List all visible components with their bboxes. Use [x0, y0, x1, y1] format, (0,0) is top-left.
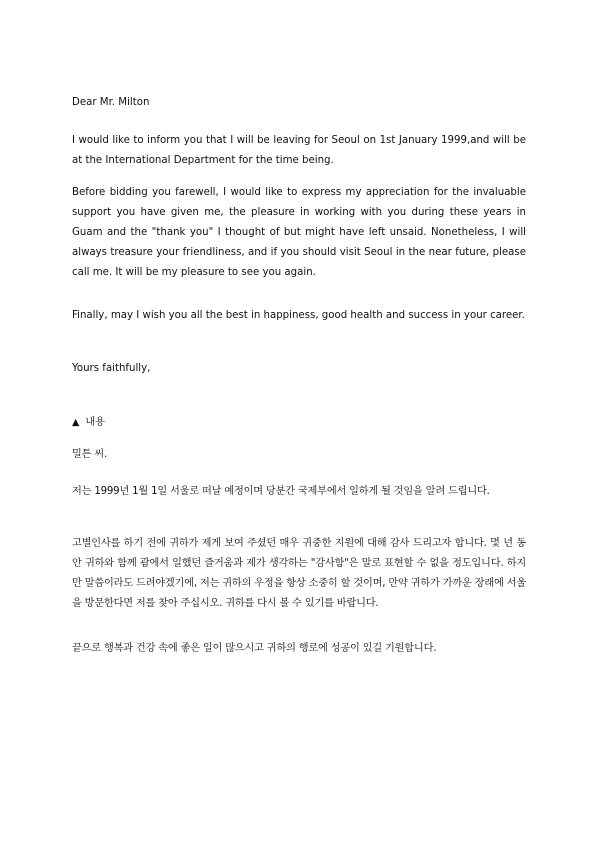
salutation-kr: 밀튼 씨.	[72, 449, 107, 460]
paragraph-en-2: Before bidding you farewell, I would like to express my appreciation for the invaluable support you have given me, the pleasure in working with you during these years in Guam and the "thank you" I thought of but might have left unsaid. Nonetheless, I will always treasure your friendliness, and if you should visit Seoul in the near future, please call me. It will be my pleasure to see you again.	[72, 187, 526, 278]
paragraph-kr-1: 저는 1999년 1월 1일 서울로 떠날 예정이며 당분간 국제부에서 일하게 될 것임을 알려 드립니다.	[72, 486, 490, 497]
section-header	[72, 413, 526, 433]
salutation-en: Dear Mr. Milton	[72, 97, 150, 108]
section-header-label: 내용	[85, 417, 105, 428]
paragraph-en-3: Finally, may I wish you all the best in happiness, good health and success in your career.	[72, 310, 525, 321]
closing-en: Yours faithfully,	[72, 363, 151, 374]
paragraph-en-1: I would like to inform you that I will be leaving for Seoul on 1st January 1999,and will be at the International Department for the time being.	[72, 135, 526, 166]
paragraph-kr-2: 고별인사를 하기 전에 귀하가 제게 보여 주셨던 매우 귀중한 지원에 대해 감사 드리고자 합니다. 몇 년 동안 귀하와 함께 괌에서 일했던 즐거움과 제가 생각하는 "감사함"은 말로 표현할 수 없을 정도입니다. 하지만 말씀이라도 드려야겠기에, 저는 귀하의 우정을 항상 소중히 할 것이며, 만약 귀하가 가까운 장래에 서울을 방문한다면 저를 찾아 주십시오. 귀하를 다시 볼 수 있기를 바랍니다.	[72, 538, 526, 609]
triangle-up-icon: ▲	[72, 417, 80, 428]
paragraph-kr-3: 끝으로 행복과 건강 속에 좋은 일이 많으시고 귀하의 행로에 성공이 있길 기원합니다.	[72, 643, 437, 654]
